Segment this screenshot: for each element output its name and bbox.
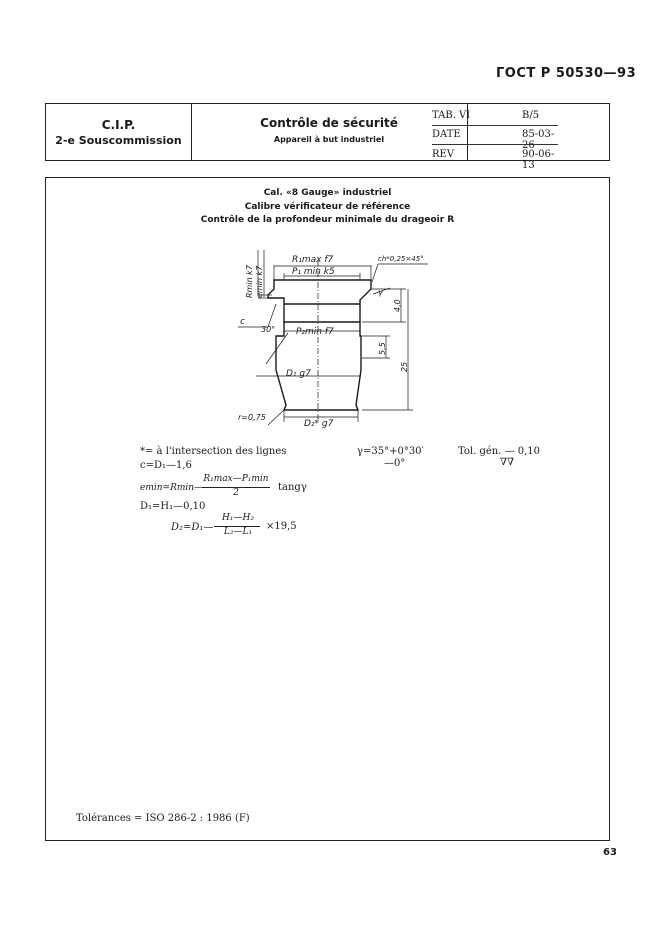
- tolerances-note: Tolérances = ISO 286-2 : 1986 (F): [76, 813, 250, 824]
- r-label: r=0,75: [238, 413, 266, 422]
- rev-key: REV: [432, 149, 455, 160]
- gamma-tolerance: —0°: [384, 458, 406, 469]
- r1max-label: R₁max f7: [292, 255, 334, 265]
- tab-key: TAB. VI: [432, 110, 471, 121]
- dim-5-5: 5,5: [378, 342, 387, 355]
- c-equation: c=D₁—1,6: [140, 460, 192, 471]
- org-cell: [46, 104, 191, 160]
- p2min-label: P₂min f7: [296, 327, 334, 337]
- drawing-title-2: Calibre vérificateur de référence: [244, 202, 411, 212]
- emin-numerator: R₁max—P₁min: [203, 474, 269, 484]
- rev-value: 90-06-13: [522, 149, 555, 171]
- d2-label: D₂* g7: [304, 419, 334, 429]
- rmin-label: Rmin k7: [245, 265, 254, 298]
- gauge-drawing: [228, 240, 438, 435]
- drawing-title-1: Cal. «8 Gauge» industriel: [263, 188, 392, 198]
- row-rule: [432, 125, 558, 126]
- p1min-label: P₁ min k5: [292, 267, 335, 277]
- dim-25: 25: [400, 361, 409, 372]
- d2-numerator: H₁—H₂: [222, 513, 254, 523]
- dim-4-0: 4,0: [393, 299, 402, 312]
- page-number: 63: [603, 847, 617, 858]
- row-rule: [432, 144, 558, 145]
- d2-lhs: D₂=D₁—: [171, 522, 214, 533]
- d1-equation: D₁=H₁—0,10: [140, 501, 206, 512]
- date-key: DATE: [432, 129, 461, 140]
- subcommission: 2-e Souscommission: [55, 134, 182, 147]
- angle-label: 30°: [261, 325, 276, 334]
- d1-label: D₁ g7: [286, 369, 311, 379]
- header-title: Contrôle de sécurité: [260, 116, 398, 130]
- gamma-equation: γ=35°+0°30′: [357, 446, 424, 457]
- title-cell: [191, 104, 467, 160]
- surface-symbols: ∇∇: [500, 457, 514, 468]
- general-tolerance: Tol. gén. — 0,10: [458, 446, 541, 457]
- d2-denominator: L₂—L₁: [223, 527, 253, 537]
- tab-value: B/5: [522, 110, 540, 121]
- date-value: 85-03-26: [522, 129, 555, 151]
- gamma-label: γ: [378, 288, 383, 297]
- org-name: C.I.P.: [101, 118, 136, 132]
- standard-reference: ГОСТ Р 50530—93: [496, 66, 637, 81]
- c-label: c: [240, 317, 245, 327]
- emin-lhs: emin=Rmin—: [140, 483, 204, 493]
- drawing-title-3: Contrôle de la profondeur minimale du drageoir R: [200, 215, 455, 225]
- emin-label: emin k7: [255, 265, 264, 298]
- chamfer-label: ch*0,25×45°: [378, 255, 424, 263]
- emin-rhs: tangγ: [278, 482, 307, 493]
- d2-rhs: ×19,5: [266, 521, 297, 532]
- star-note: *= à l'intersection des lignes: [140, 446, 287, 457]
- header-subtitle: Appareil à but industriel: [273, 135, 385, 144]
- emin-denominator: 2: [233, 488, 239, 498]
